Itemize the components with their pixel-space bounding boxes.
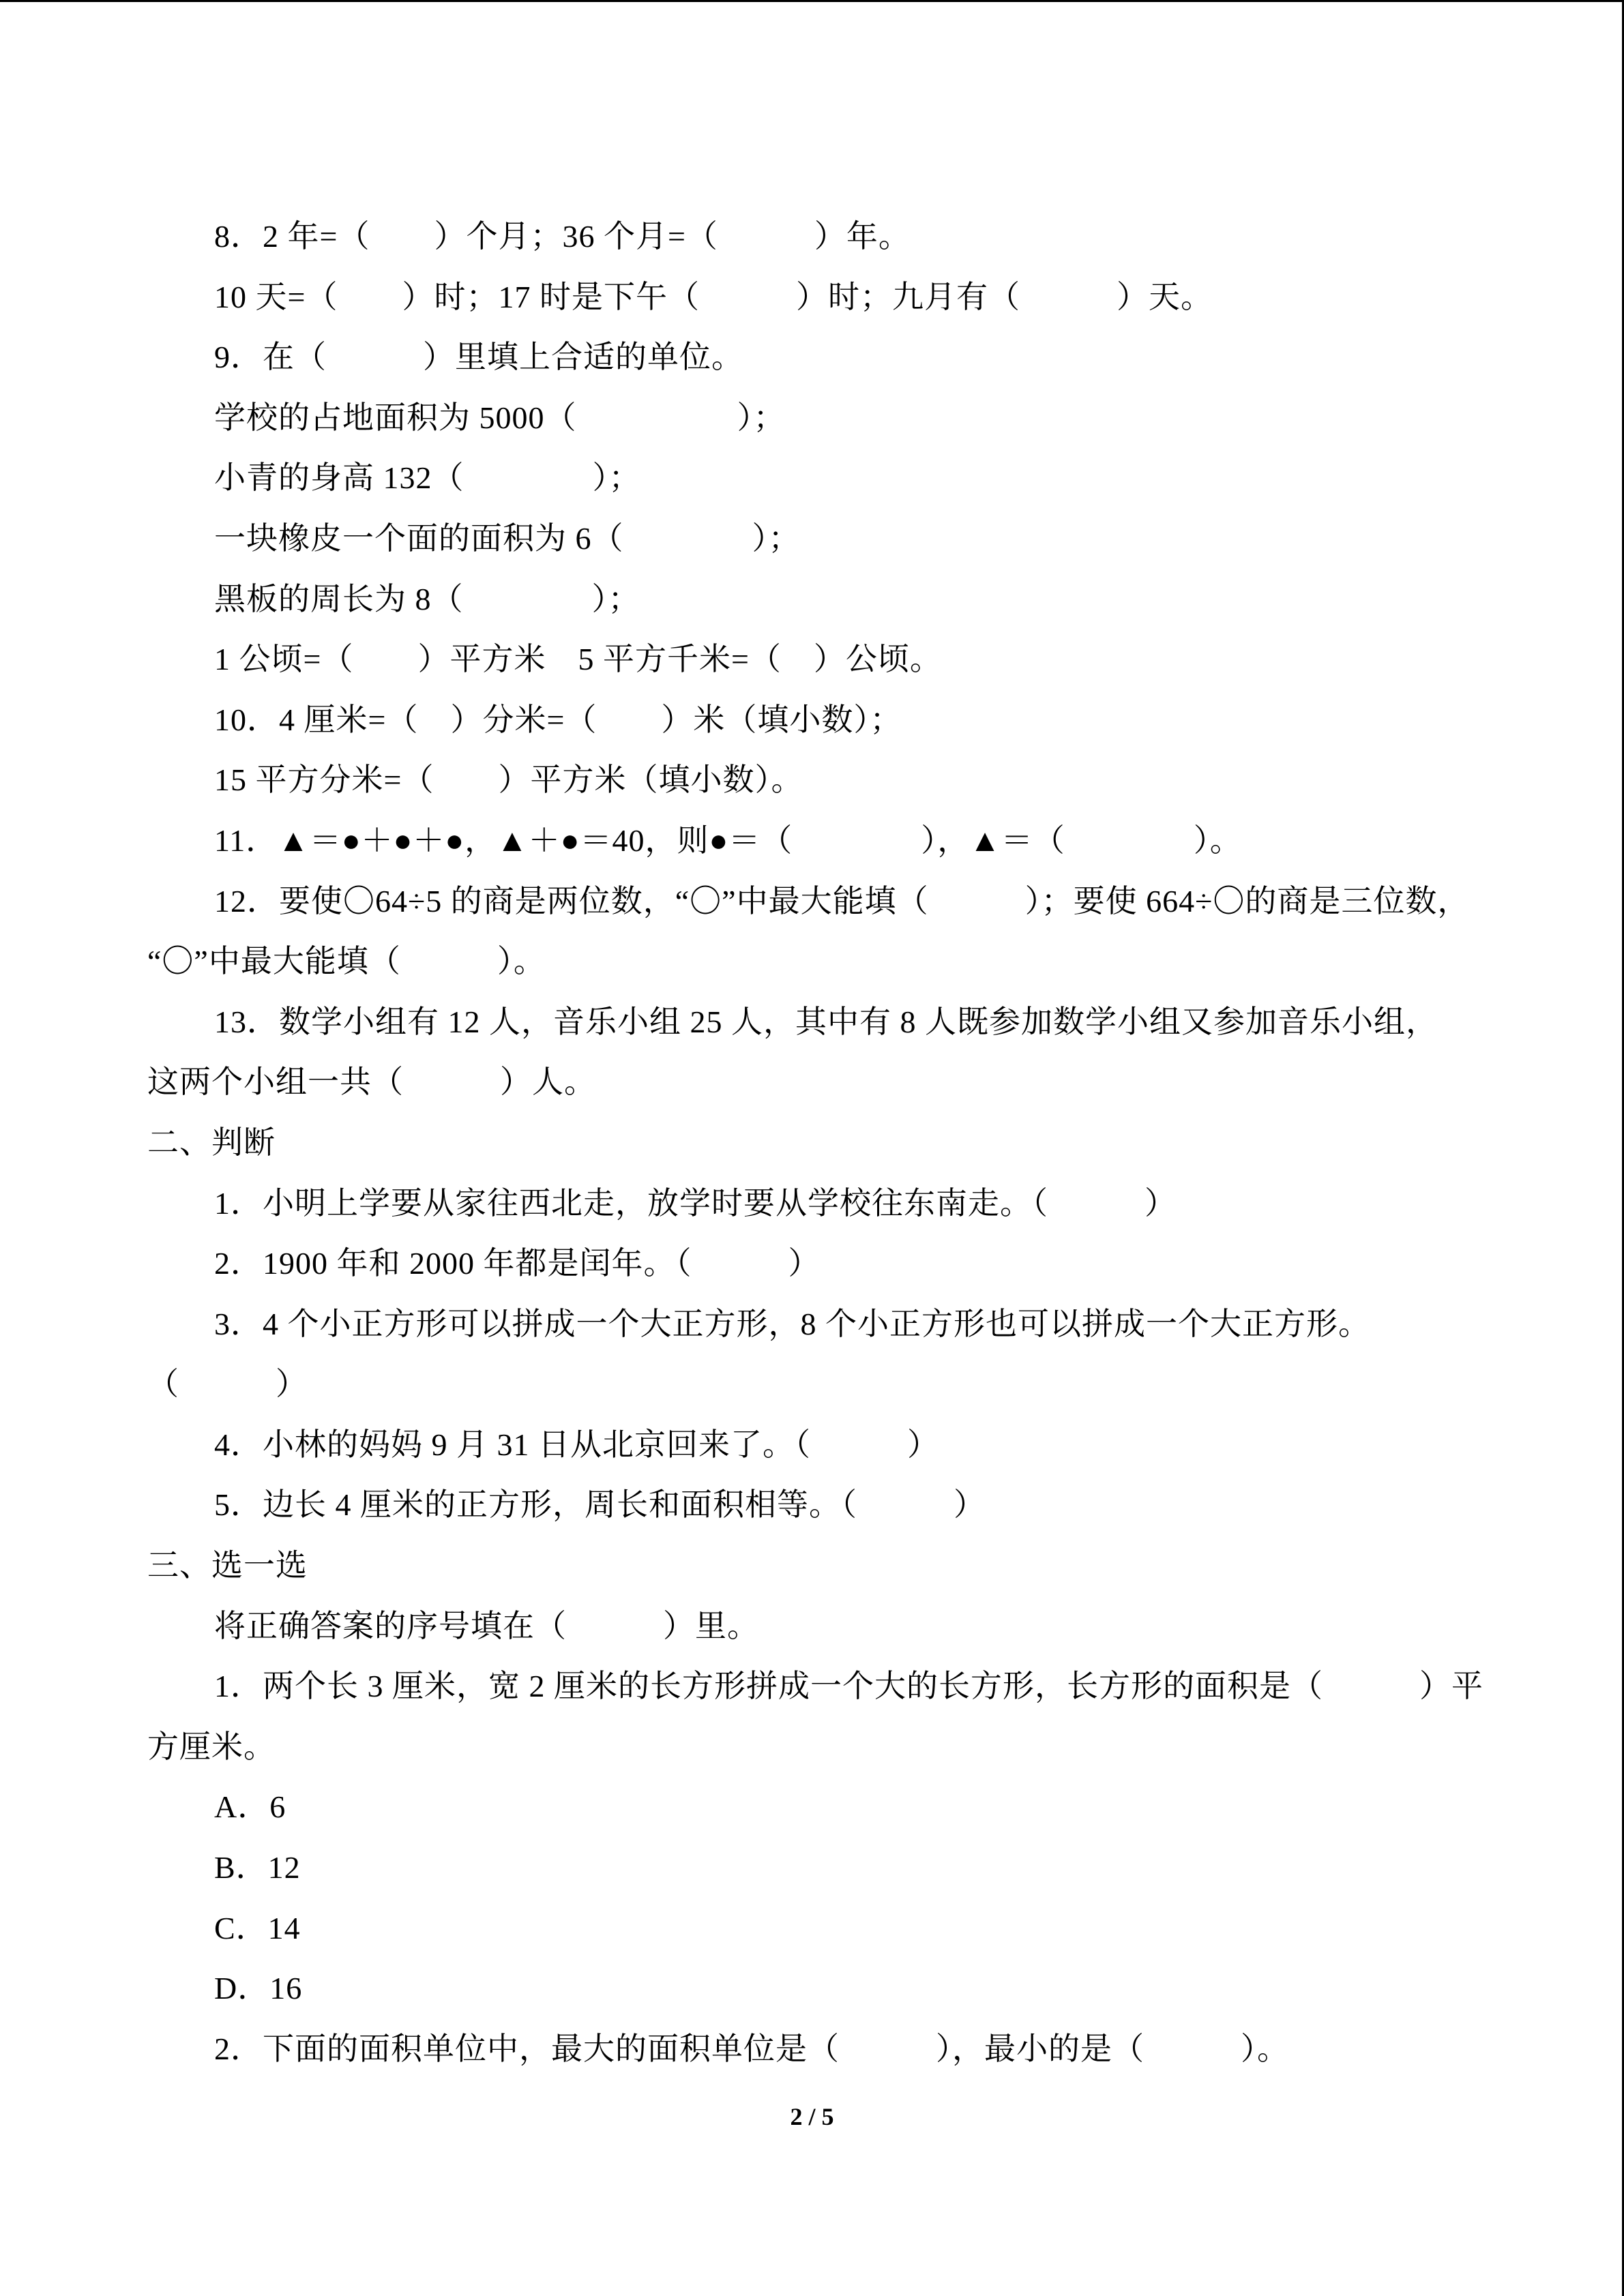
question-8-line-1: 8．2 年=（ ）个月；36 个月=（ ）年。: [214, 219, 911, 254]
question-13-line-2: 这两个小组一共（ ）人。: [147, 1064, 596, 1100]
choice-question-2: 2．下面的面积单位中，最大的面积单位是（ ），最小的是（ ）。: [214, 2031, 1289, 2066]
question-8-line-2: 10 天=（ ）时；17 时是下午（ ）时；九月有（ ）天。: [214, 279, 1213, 314]
judge-item-3-line-1: 3．4 个小正方形可以拼成一个大正方形，8 个小正方形也可以拼成一个大正方形。: [214, 1306, 1370, 1341]
question-9-item-2: 小青的身高 132（ ）；: [214, 460, 641, 496]
section-3-heading: 三、选一选: [147, 1548, 308, 1583]
section-2-heading: 二、判断: [147, 1124, 276, 1160]
question-12-line-2: “〇”中最大能填（ ）。: [147, 944, 546, 979]
question-9-item-1: 学校的占地面积为 5000（ ）；: [214, 400, 786, 435]
question-13-line-1: 13．数学小组有 12 人，音乐小组 25 人，其中有 8 人既参加数学小组又参加音乐小组，: [214, 1004, 1438, 1039]
question-9-item-4: 黑板的周长为 8（ ）；: [214, 581, 640, 616]
question-12-line-1: 12．要使〇64÷5 的商是两位数，“〇”中最大能填（ ）；要使 664÷〇的商是三位数，: [214, 883, 1470, 919]
choice-option-b: B．12: [214, 1850, 301, 1885]
judge-item-3-line-2: （ ）: [147, 1367, 308, 1402]
choice-option-d: D．16: [214, 1971, 303, 2006]
judge-item-2: 2．1900 年和 2000 年都是闰年。（ ）: [214, 1246, 821, 1281]
question-10-line-1: 10．4 厘米=（ ）分米=（ ）米（填小数）；: [214, 702, 902, 737]
choice-question-1-line-2: 方厘米。: [147, 1729, 276, 1764]
question-10-line-2: 15 平方分米=（ ）平方米（填小数）。: [214, 762, 803, 798]
page-number: 2 / 5: [790, 2103, 834, 2130]
choice-option-a: A．6: [214, 1789, 286, 1825]
section-3-instruction: 将正确答案的序号填在（ ）里。: [214, 1608, 759, 1643]
choice-question-1-line-1: 1．两个长 3 厘米，宽 2 厘米的长方形拼成一个大的长方形，长方形的面积是（ ）平: [214, 1669, 1483, 1704]
judge-item-4: 4．小林的妈妈 9 月 31 日从北京回来了。（ ）: [214, 1427, 939, 1462]
question-9-item-3: 一块橡皮一个面的面积为 6（ ）；: [214, 520, 801, 556]
choice-option-c: C．14: [214, 1910, 301, 1945]
question-9-item-5: 1 公顷=（ ）平方米 5 平方千米=（ ）公顷。: [214, 642, 942, 677]
judge-item-5: 5．边长 4 厘米的正方形，周长和面积相等。（ ）: [214, 1487, 986, 1523]
question-11: 11．▲＝●＋●＋●，▲＋●＝40，则●＝（ ），▲＝（ ）。: [214, 822, 1242, 858]
judge-item-1: 1．小明上学要从家往西北走，放学时要从学校往东南走。（ ）: [214, 1185, 1177, 1221]
document-body: [147, 207, 1484, 2079]
question-9-prompt: 9．在（ ）里填上合适的单位。: [214, 340, 743, 375]
